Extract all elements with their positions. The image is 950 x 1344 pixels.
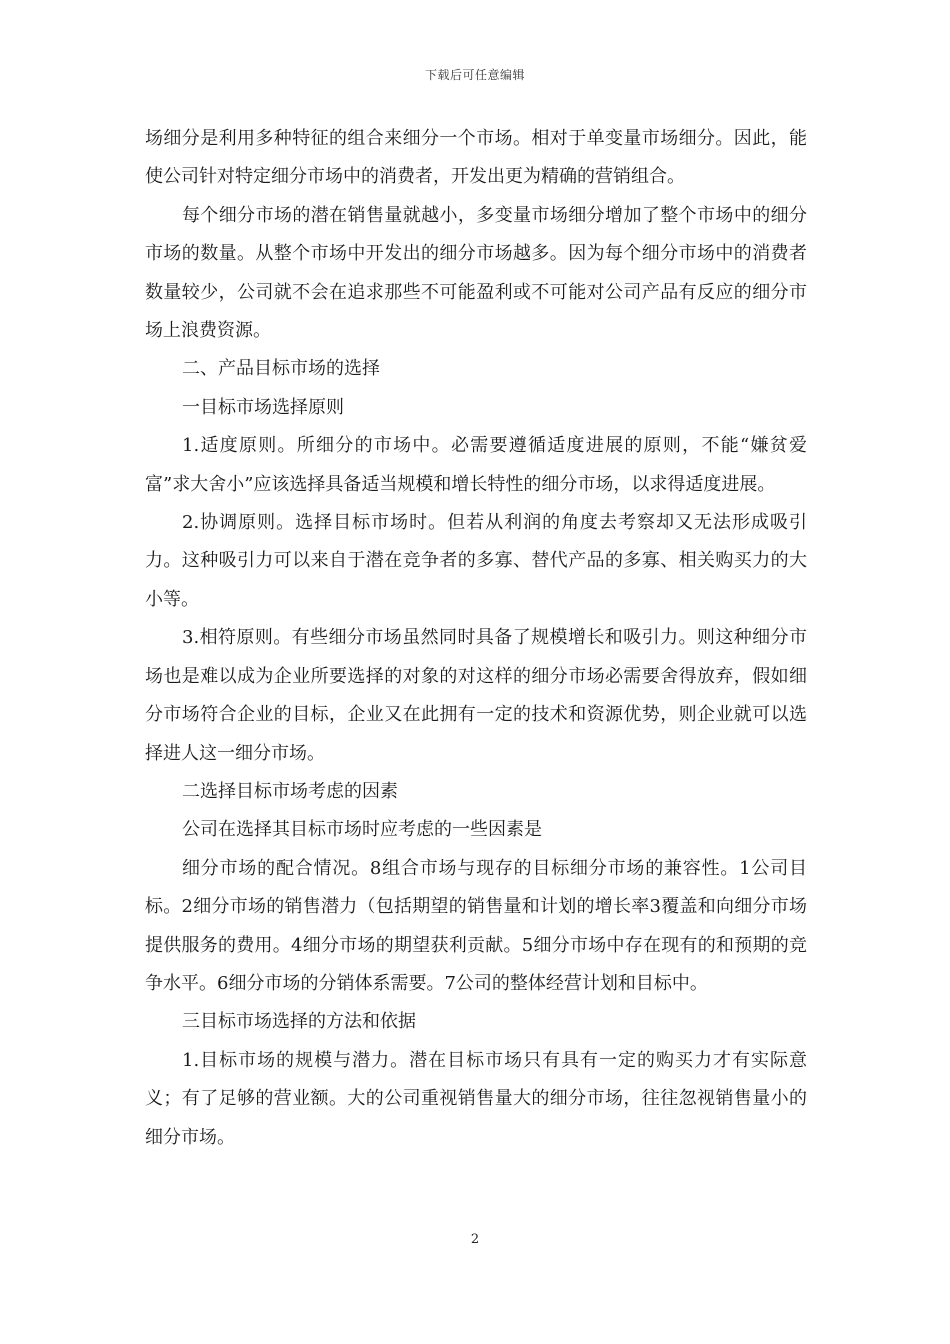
- paragraph: 1.目标市场的规模与潜力。潜在目标市场只有具有一定的购买力才有实际意义；有了足够的营业额。大的公司重视销售量大的细分市场，往往忽视销售量小的细分市场。: [145, 1049, 807, 1148]
- subsection-heading: 三目标市场选择的方法和依据: [182, 1011, 416, 1033]
- page-number: 2: [470, 1232, 480, 1247]
- paragraph: 1.适度原则。所细分的市场中。必需要遵循适度进展的原则，不能“嫌贫爱富”求大舍小”应该选择具备适当规模和增长特性的细分市场，以求得适度进展。: [145, 435, 807, 495]
- section-heading: 二、产品目标市场的选择: [182, 358, 380, 380]
- paragraph: 每个细分市场的潜在销售量就越小，多变量市场细分增加了整个市场中的细分市场的数量。从整个市场中开发出的细分市场越多。因为每个细分市场中的消费者数量较少，公司就不会在追求那些不可能盈利或不可能对公司产品有反应的细分市场上浪费资源。: [145, 204, 807, 342]
- paragraph: 公司在选择其目标市场时应考虑的一些因素是: [182, 819, 542, 841]
- paragraph: 场细分是利用多种特征的组合来细分一个市场。相对于单变量市场细分。因此，能使公司针对特定细分市场中的消费者，开发出更为精确的营销组合。: [145, 128, 807, 188]
- subsection-heading: 二选择目标市场考虑的因素: [182, 780, 398, 802]
- paragraph: 3.相符原则。有些细分市场虽然同时具备了规模增长和吸引力。则这种细分市场也是难以成为企业所要选择的对象的对这样的细分市场必需要舍得放弃，假如细分市场符合企业的目标，企业又在此拥有一定的技术和资源优势，则企业就可以选择进人这一细分市场。: [145, 627, 807, 764]
- paragraph: 细分市场的配合情况。8组合市场与现存的目标细分市场的兼容性。1公司目标。2细分市场的销售潜力（包括期望的销售量和计划的增长率3覆盖和向细分市场提供服务的费用。4细分市场的期望获利贡献。5细分市场中存在现有的和预期的竞争水平。6细分市场的分销体系需要。7公司的整体经营计划和目标中。: [145, 857, 807, 994]
- document-body: [145, 120, 807, 1157]
- paragraph: 2.协调原则。选择目标市场时。但若从利润的角度去考察却又无法形成吸引力。这种吸引力可以来自于潜在竞争者的多寡、替代产品的多寡、相关购买力的大小等。: [145, 512, 807, 610]
- subsection-heading: 一目标市场选择原则: [182, 396, 344, 418]
- page-header: 下载后可任意编辑: [424, 68, 525, 82]
